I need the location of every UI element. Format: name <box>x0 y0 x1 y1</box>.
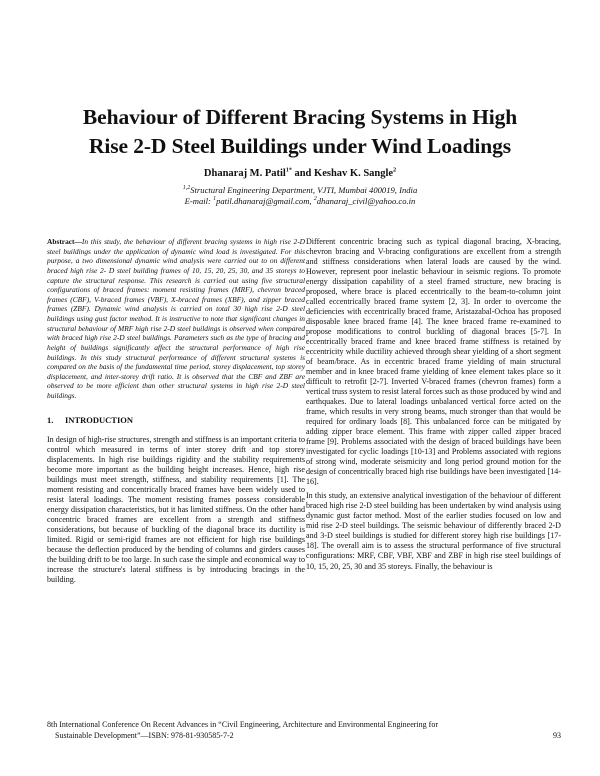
affiliation <box>40 185 560 207</box>
footer-line-2-row <box>47 731 561 742</box>
section-heading <box>47 415 305 425</box>
abstract <box>47 237 305 401</box>
affiliation-sup: 1,2 <box>182 185 191 192</box>
left-column <box>47 237 305 585</box>
author-1-sup: 1* <box>285 167 292 174</box>
affiliation-dept: Structural Engineering Department, VJTI, Mumbai 400019, India <box>190 185 418 195</box>
author-2-sup: 2 <box>393 167 397 174</box>
title-line-1: Behaviour of Different Bracing Systems in High <box>82 105 518 129</box>
footer-line-1: 8th International Conference On Recent Advances in “Civil Engineering, Architecture and Environmental Engineering for <box>47 720 438 729</box>
abstract-label: Abstract— <box>47 237 82 246</box>
author-line <box>40 168 560 179</box>
email-1-sup: 1 <box>213 196 217 203</box>
abstract-text: In this study, the behaviour of different bracing systems in high rise 2-D steel buildings under the application of dynamic wind load is investigated. For this purpose, a two dimensional dynamic wind analysis were carried out to on different braced high rise 2- D steel building frames of 10, 15, 20, 25, 30, and 35 storeys to capture the structural response. This research is carried out using five structural configurations of braced frames: moment resisting frames (MRF), chevron braced frames (CBF), V-braced frames (VBF), X-braced frames (XBF), and zipper braced frames (ZBF). Dynamic wind analysis is carried on total 30 high rise 2-D steel buildings using gust factor method. It is instructive to note that significant changes in structural behaviour of MRF high rise 2-D steel buildings is observed when compared with braced high rise 2-D steel buildings. Parameters such as the type of bracing and height of buildings significantly affect the structural performance of high rise buildings. In this study structural performance of different structural systems is compared on the basis of the fundamental time period, storey displacement, top storey displacement, and inter-storey drift ratio. It is observed that the CBF and ZBF are observed to be more efficient than other structural systems in high rise 2-D steel buildings. <box>47 237 305 400</box>
title-line-2: Rise 2-D Steel Buildings under Wind Loadings <box>88 134 512 158</box>
intro-paragraph-3: In this study, an extensive analytical investigation of the behaviour of different braced high rise 2-D steel building has been undertaken by wind analysis using dynamic gust factor method. Most of the earlier studies focused on low and mid rise 2-D steel buildings. The seismic behaviour of differently braced 2-D and 3-D steel buildings is studied for different storey high rise buildings [17-18]. The overall aim is to assess the structural performance of five structural configurations: MRF, CBF, VBF, XBF and ZBF in high rise steel buildings of 10, 15, 20, 25, 30 and 35 storeys. Finally, the behaviour is <box>306 491 561 571</box>
email-prefix: E-mail: <box>184 196 214 206</box>
page-footer <box>47 720 561 741</box>
footer-line-2: Sustainable Development”—ISBN: 978-81-930585-7-2 <box>55 730 234 740</box>
email-2: dhanaraj_civil@yahoo.co.in <box>316 196 416 206</box>
right-column <box>306 237 561 572</box>
author-conjunction: and <box>291 168 315 179</box>
page-number: 93 <box>553 730 561 740</box>
affiliation-dept-line <box>40 185 560 196</box>
section-number: 1. <box>47 414 54 425</box>
section-title: INTRODUCTION <box>65 414 134 425</box>
author-1: Dhanaraj M. Patil <box>203 168 286 179</box>
intro-paragraph-1: In design of high-rise structures, strength and stiffness is an important criteria to control which measured in terms of inter storey drift and top storey displacements. In high rise buildings rigidity and the stability requirements become more important as the building height increases. Hence, high rise buildings must meet strength, stiffness, and stability requirements [1]. The moment resisting and concentrically braced frames have been widely used to resist lateral loadings. The moment resisting frames possess considerable energy dissipation characteristics, but it has limited stiffness. On the other hand concentric braced frames are excellent from a strength and stiffness considerations, but because of buckling of the diagonal brace its ductility is limited. Rigid or semi-rigid frames are not efficient for high rise buildings because the deflection produced by the bending of columns and girders causes the building drift to be too large. In such case the simple and economical way to increase the structure's lateral stiffness is by introducing bracings in the building. <box>47 434 305 584</box>
email-2-sup: 2 <box>313 196 317 203</box>
paper-title <box>40 103 560 161</box>
author-2: Keshav K. Sangle <box>314 168 394 179</box>
affiliation-email-line <box>40 196 560 207</box>
intro-paragraph-2: Different concentric bracing such as typical diagonal bracing, X-bracing, chevron bracing and V-bracing configurations are excellent from a strength and stiffness considerations when lateral loads are caused by the wind. However, represent poor inelastic behaviour in seismic regions. To promote energy dissipation capability of a steel framed structure, new bracing is proposed, where brace is placed eccentrically to the beam-to-column joint called eccentrically braced frame system [2, 3]. In order to overcome the deficiencies with eccentrically braced frame, Aristazabal-Ochoa has proposed disposable knee braced frame [4]. The knee braced frame re-examined to propose modifications to control buckling of diagonal braces [5-7]. In eccentrically braced frame and knee braced frame stiffness is retained by eccentricity while ductility achieved through shear yielding of a short segment of beam/brace. As in eccentric braced frame yielding of main structural member and in knee braced frame yielding of knee element takes place so it difficult to retrofit [2-7]. Inverted V-braced frames (chevron frames) form a vertical truss system to resist lateral forces such as those produced by wind and earthquakes. Due to lateral loadings unbalanced vertical force acted on the frame, which results in very strong beams, much stronger than that would be required for ordinary loads [8]. This unbalanced force can be mitigated by adding zipper brace element. This frame with zipper called zipper braced frame [9]. Problems associated with the design of braced buildings have been investigated for cyclic loadings [10-13] and Problems associated with regions of strong wind, moderate seismicity and long period ground motion for the design of concentrically braced high rise buildings have been investigated [14-16]. <box>306 237 561 487</box>
email-1: patil.dhanaraj@gmail.com, <box>216 196 314 206</box>
